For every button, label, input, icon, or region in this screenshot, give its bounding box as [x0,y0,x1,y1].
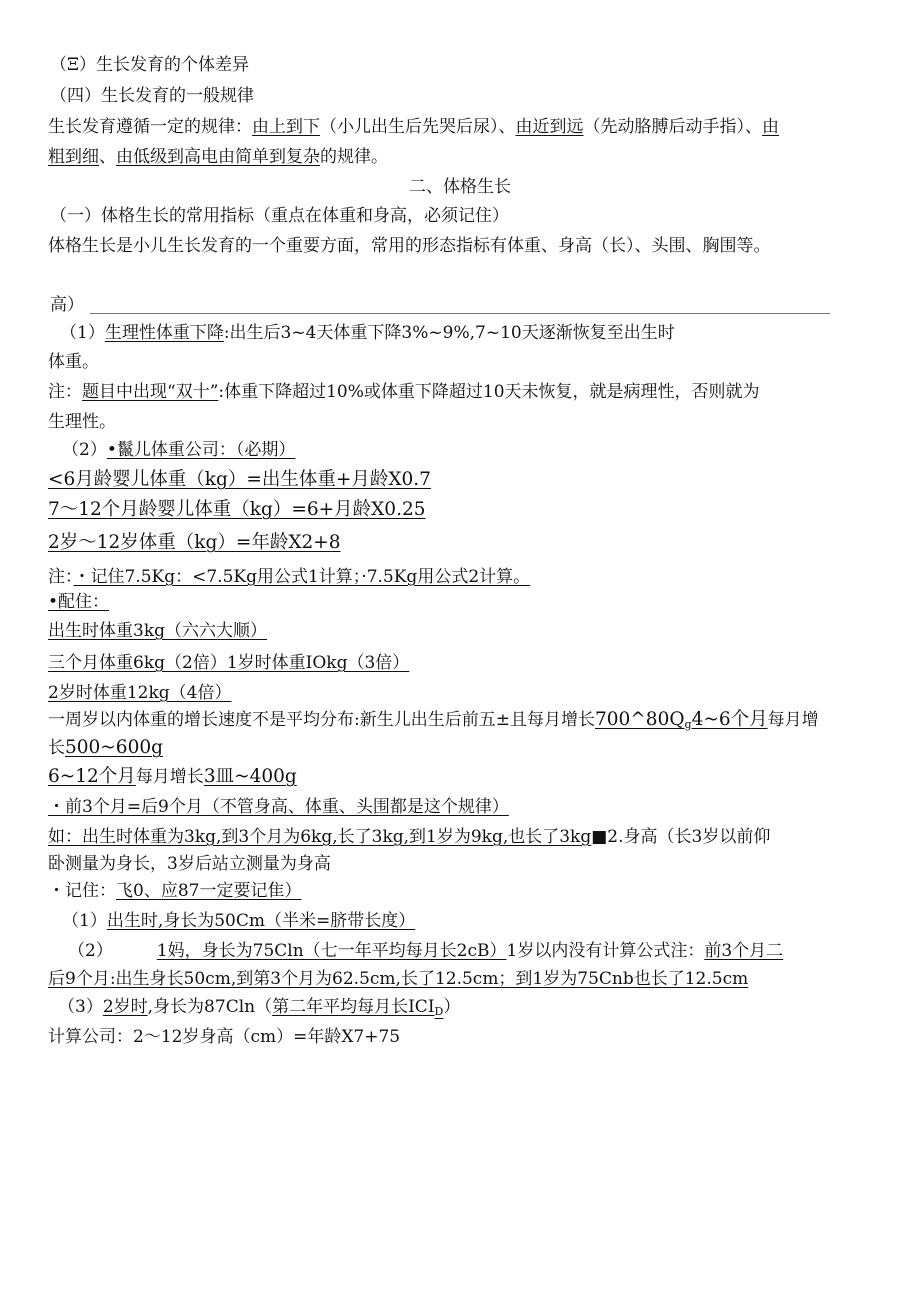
underlined-term: 由近到远 [515,117,584,137]
paragraph-growth-rules [48,116,779,138]
underlined-term: 后9个月 [48,969,110,989]
heading-individual-differences: （Ξ）生长发育的个体差异 [50,55,249,75]
text-segment: ・记住： [48,881,116,901]
item-number: （1） [62,911,107,931]
text-physiological: 生理性。 [48,412,116,432]
text-weight: 体重。 [48,352,99,372]
text-segment: 长 [48,738,65,758]
underlined-term: 生理性体重下降 [104,323,224,343]
underlined-term: 700^80Q [594,709,685,730]
underlined-term: 由 [762,117,779,137]
text-segment: ,身长为87Cln（ [147,997,273,1017]
underlined-term: 4~6个月 [691,709,768,730]
underlined-term: :出生身长50cm,到第3个月为62.5cm,长了12.5cm；到1岁为75Cnb也长了12.5cm [109,969,749,989]
fact-3-months-weight: 三个月体重6kg（2倍）1岁时体重IOkg（3倍） [48,653,410,673]
horizontal-rule [90,313,830,314]
fact-6-12-months-increase [48,766,297,788]
underlined-term: 2岁时 [102,997,148,1017]
text-segment: :出生后3~4天体重下降3%~9%,7~10天逐渐恢复至出生时 [223,323,675,343]
formula-2-12-years: 2岁～12岁体重（kg）=年龄X2+8 [48,532,341,553]
item-physiological-weight-loss [60,322,675,344]
item-birth-length [62,910,415,932]
subscript: D [434,1005,444,1018]
note-remember-height [48,880,301,902]
text-segment: 1岁以内没有计算公式注： [506,941,705,961]
text-segment: 注： [48,567,74,587]
item-number: （2） [62,440,107,460]
underlined-term: 前3个月二 [704,941,784,961]
note-double-ten [48,381,760,403]
underlined-term: ・记住7.5Kg：<7.5Kg用公式1计算；·7.5Kg用公式2计算。 [73,567,531,587]
text-segment: （先动胳膊后动手指）、 [583,117,762,137]
formula-height-2-12-years: 计算公司：2～12岁身高（cm）=年龄X7+75 [48,1027,401,1047]
item-weight-formula-title [62,439,295,461]
fragment-height: 高） [50,295,84,315]
text-height-measurement: 卧测量为身长，3岁后站立测量为身高 [48,854,331,874]
paragraph-indicators: 体格生长是小儿生长发育的一个重要方面，常用的形态指标有体重、身高（长）、头围、胸围等。 [48,236,771,256]
item-number: （3） [58,997,103,1017]
fact-birth-weight: 出生时体重3kg（六六大顺） [48,621,267,641]
text-segment: 生长发育遵循一定的规律： [48,117,252,137]
text-segment: 、 [99,147,116,167]
underlined-term: 由低级到高电由简单到复杂 [116,147,320,167]
underlined-term: 题目中出现“双十” [82,382,219,402]
underlined-term: 出生时,身长为50Cm（半米=脐带长度） [106,911,416,931]
text-segment: 一周岁以内体重的增长速度不是平均分布:新生儿出生后前五±且每月增长 [48,710,595,730]
item-2-year-length [58,996,460,1023]
text-segment: 的规律。 [320,147,388,167]
example-weight [48,826,770,848]
underlined-term: •鬣儿体重公司：（必期） [106,440,296,460]
underlined-term: 6~12个月 [48,766,136,787]
section-title-physical-growth: 二、体格生长 [409,177,511,197]
underlined-term: 由上到下 [252,117,320,137]
text-segment: 每月增 [767,710,819,730]
heading-general-rules: （四）生长发育的一般规律 [50,86,254,106]
text-segment: ■2.身高（长3岁以前仰 [591,827,771,847]
item-1-year-length [68,940,783,962]
note-7-5kg [48,566,530,588]
formula-under-6-months: <6月龄婴儿体重（kg）=出生体重+月龄X0.7 [48,469,431,490]
paragraph-growth-rules-cont [48,146,388,168]
text-segment: 注： [48,382,82,402]
underlined-term: 3皿~400g [203,766,297,787]
underlined-term: 粗到细 [48,147,99,167]
underlined-term: 500~600g [65,737,163,758]
text-segment: ） [443,997,461,1017]
item-number: （1） [60,323,105,343]
text-segment: :体重下降超过10%或体重下降超过10天未恢复，就是病理性，否则就为 [218,382,760,402]
item-number: （2） [68,941,113,961]
paragraph-weight-increase-cont [48,737,163,759]
formula-7-12-months: 7～12个月龄婴儿体重（kg）=6+月龄X0.25 [48,499,426,520]
subscript: g [684,718,692,731]
rule-first-3-equals-last-9: ・前3个月=后9个月（不管身高、体重、头围都是这个规律） [48,797,509,817]
underlined-term: 1妈，身长为75Cln（七一年平均每月长2cB） [156,941,507,961]
label-remember: •配住： [48,592,110,612]
subheading-common-indicators: （一）体格生长的常用指标（重点在体重和身高，必须记住） [50,206,509,226]
text-segment: （小儿出生后先哭后尿）、 [320,117,516,137]
underlined-term: 如：出生时体重为3kg,到3个月为6kg,长了3kg,到1岁为9kg,也长了3kg [48,827,592,847]
underlined-term: 飞0、应87一定要记隹） [116,881,302,901]
underlined-term: 第二年平均每月长ICI [272,997,435,1017]
text-segment: 每月增长 [135,767,204,787]
item-1-year-length-cont [48,968,748,990]
paragraph-weight-increase [48,709,819,736]
fact-2-years-weight: 2岁时体重12kg（4倍） [48,683,232,703]
